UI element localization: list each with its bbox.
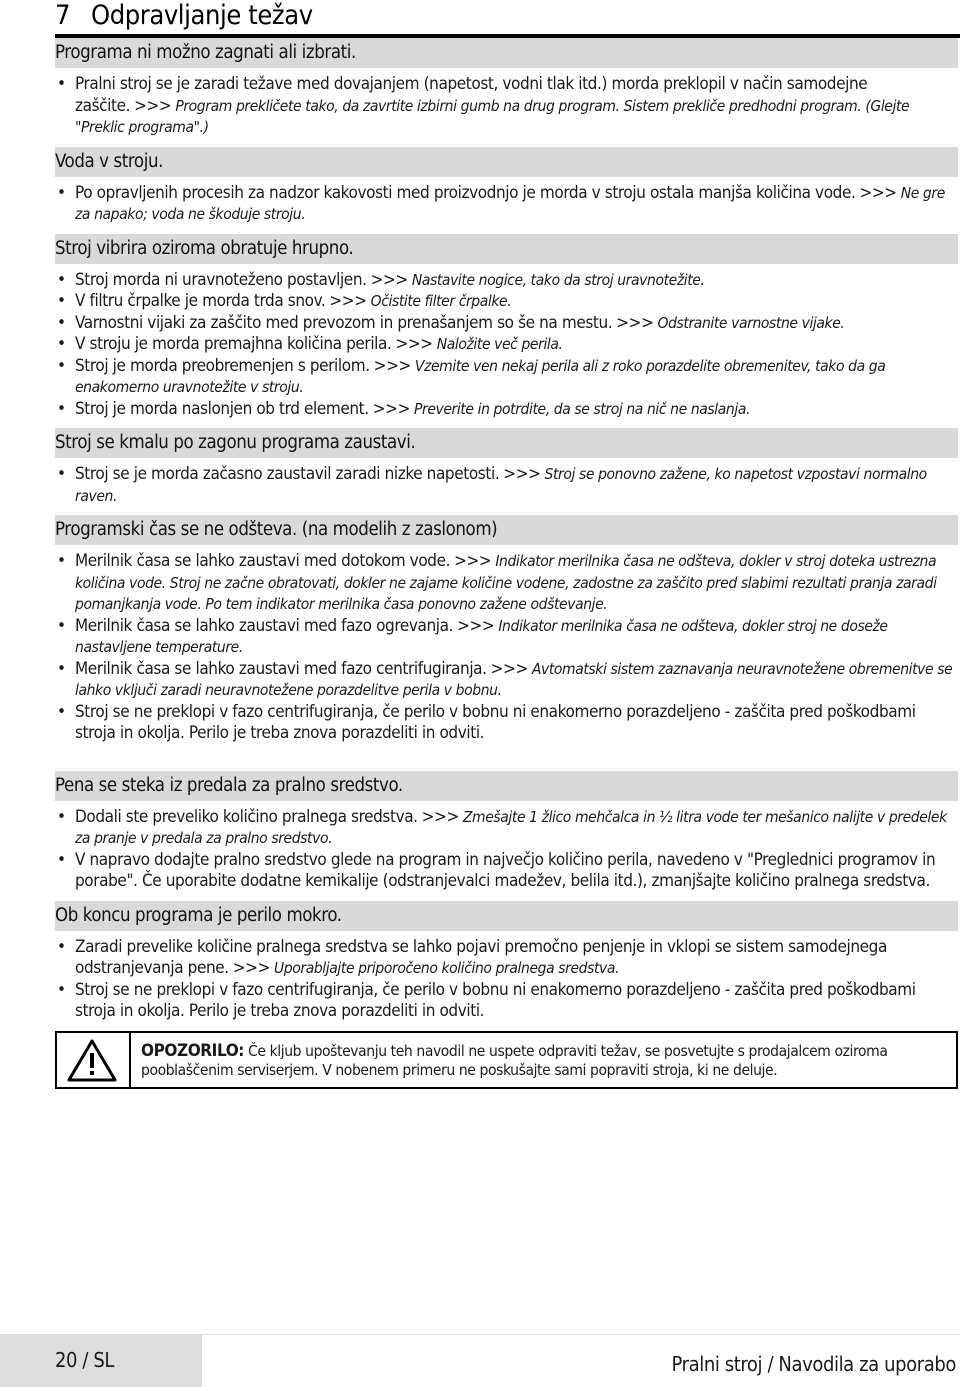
bullet: •: [57, 849, 66, 870]
solution-arrow: >>>: [859, 182, 897, 203]
problem-cause-text: Stroj se je morda začasno zaustavil zaradi nizke napetosti.: [75, 464, 500, 484]
solution-text: Naložite več perila.: [436, 335, 563, 353]
list-item: [55, 270, 958, 292]
list-item: [55, 702, 958, 745]
problem-cause-text: Zaradi prevelike količine pralnega sredstva se lahko pojavi premočno penjenje in vklopi se sistem samodejnega odstranjevanja pene.: [75, 936, 887, 978]
solution-text: Indikator merilnika časa ne odšteva, dokler stroj ne doseže nastavljene temperature.: [75, 616, 888, 656]
solution-text: Indikator merilnika časa ne odšteva, dokler v stroj doteka ustrezna količina vode. Stroj ne začne obratovati, dokler ne zajame količine vodene, zadostne za zaščito pred slabimi rezultati pranja zaradi pomanjkanja vode. Po tem indikator merilnika časa ponovno zažene odštevanje.: [75, 552, 937, 613]
solution-text: Nastavite nogice, tako da stroj uravnotežite.: [411, 270, 705, 289]
problem-cause-text: Varnostni vijaki za zaščito med prevozom in prenašanjem so še na mestu.: [75, 312, 613, 333]
section-list: [55, 74, 958, 139]
list-item: [55, 937, 958, 980]
problem-cause-text: V filtru črpalke je morda trda snov.: [75, 291, 326, 311]
solution-arrow: >>>: [395, 334, 433, 354]
footer-page-box: [0, 1334, 202, 1387]
solution-arrow: >>>: [457, 615, 495, 636]
solution-arrow: >>>: [490, 658, 528, 679]
bullet: •: [57, 701, 66, 722]
problem-cause-text: Stroj se ne preklopi v fazo centrifugiranja, če perilo v bobnu ni enakomerno porazdeljeno - zaščita pred poškodbami stroja in okolja. Perilo je treba znova porazdeliti in odviti.: [75, 979, 916, 1021]
bullet: •: [57, 334, 66, 354]
list-item: [55, 464, 958, 507]
problem-cause-text: Merilnik časa se lahko zaustavi med fazo ogrevanja.: [75, 615, 454, 636]
section-heading: Ob koncu programa je perilo mokro.: [55, 901, 958, 931]
troubleshooting-content: [55, 38, 958, 1031]
solution-text: Vzemite ven nekaj perila ali z roko porazdelite obremenitev, tako da ga enakomerno uravnotežite v stroju.: [75, 356, 886, 396]
section-heading: Voda v stroju.: [55, 147, 958, 177]
list-item: [55, 807, 958, 850]
section-heading: Stroj se kmalu po zagonu programa zaustavi.: [55, 428, 958, 458]
bullet: •: [57, 355, 66, 376]
section-heading: Pena se steka iz predala za pralno sredstvo.: [55, 771, 958, 801]
bullet: •: [57, 312, 66, 333]
bullet: •: [57, 979, 66, 1000]
footer-divider: [202, 1334, 960, 1335]
spacer: [55, 753, 958, 771]
bullet: •: [57, 551, 66, 571]
list-item: [55, 551, 958, 616]
warning-divider: [129, 1033, 131, 1087]
solution-text: Preverite in potrdite, da se stroj na nič ne naslanja.: [413, 399, 750, 418]
list-item: [55, 616, 958, 659]
section-list: [55, 183, 958, 226]
problem-cause-text: Merilnik časa se lahko zaustavi med fazo centrifugiranja.: [75, 658, 487, 679]
section-heading: Stroj vibrira oziroma obratuje hrupno.: [55, 234, 958, 264]
warning-triangle-icon: [67, 1038, 117, 1082]
solution-arrow: >>>: [232, 958, 270, 978]
solution-arrow: >>>: [454, 551, 492, 571]
problem-cause-text: Dodali ste preveliko količino pralnega sredstva.: [75, 806, 418, 827]
warning-box: [55, 1031, 958, 1089]
list-item: [55, 313, 958, 335]
list-item: [55, 356, 958, 399]
list-item: [55, 399, 958, 421]
list-item: [55, 980, 958, 1023]
solution-text: Zmešajte 1 žlico mehčalca in ½ litra vode ter mešanico nalijte v predelek za pranje v predala za pralno sredstvo.: [75, 807, 947, 847]
list-item: [55, 659, 958, 702]
section-list: [55, 551, 958, 745]
bullet: •: [57, 806, 66, 827]
section-list: [55, 270, 958, 421]
bullet: •: [57, 182, 66, 203]
solution-text: Uporabljajte priporočeno količino pralnega sredstva.: [273, 959, 620, 977]
solution-text: Stroj se ponovno zažene, ko napetost vzpostavi normalno raven.: [75, 465, 927, 505]
section-heading: Programski čas se ne odšteva. (na modelih z zaslonom): [55, 515, 958, 545]
solution-text: Odstranite varnostne vijake.: [657, 313, 845, 332]
chapter-number: 7: [55, 0, 71, 31]
warning-text: [141, 1042, 946, 1080]
chapter-title: Odpravljanje težav: [91, 0, 313, 31]
solution-arrow: >>>: [370, 269, 408, 290]
problem-cause-text: Pralni stroj se je zaradi težave med dovajanjem (napetost, vodni tlak itd.) morda preklopil v način samodejne zaščite.: [75, 74, 868, 116]
section-list: [55, 937, 958, 1023]
problem-cause-text: Merilnik časa se lahko zaustavi med dotokom vode.: [75, 551, 451, 571]
bullet: •: [57, 291, 66, 311]
list-item: [55, 74, 958, 139]
problem-cause-text: V napravo dodajte pralno sredstvo glede na program in največjo količino perila, navedeno v "Preglednici programov in porabe". Če uporabite dodatne kemikalije (odstranjevalci madežev, belila itd.), zmanjšajte količino pralnega sredstva.: [75, 849, 936, 891]
solution-arrow: >>>: [134, 95, 172, 116]
list-item: [55, 334, 958, 356]
solution-arrow: >>>: [373, 355, 411, 376]
list-item: [55, 850, 958, 893]
bullet: •: [57, 464, 66, 484]
solution-text: Očistite filter črpalke.: [370, 292, 512, 310]
list-item: [55, 291, 958, 313]
warning-message: Če kljub upoštevanju teh navodil ne uspete odpraviti težav, se posvetujte s prodajalcem oziroma pooblaščenim serviserjem. V nobenem primeru ne poskušajte sami popraviti stroja, ki ne deluje.: [141, 1042, 888, 1079]
footer-doc-title: Pralni stroj / Navodila za uporabo: [671, 1352, 956, 1376]
section-list: [55, 464, 958, 507]
page-number: 20 / SL: [55, 1348, 115, 1372]
problem-cause-text: V stroju je morda premajhna količina perila.: [75, 334, 392, 354]
solution-arrow: >>>: [329, 291, 367, 311]
problem-cause-text: Stroj se ne preklopi v fazo centrifugiranja, če perilo v bobnu ni enakomerno porazdeljeno - zaščita pred poškodbami stroja in okolja. Perilo je treba znova porazdeliti in odviti.: [75, 701, 916, 743]
problem-cause-text: Po opravljenih procesih za nadzor kakovosti med proizvodnjo je morda v stroju ostala manjša količina vode.: [75, 182, 856, 203]
solution-arrow: >>>: [503, 464, 541, 484]
bullet: •: [57, 936, 66, 957]
section-list: [55, 807, 958, 893]
solution-text: Ne gre za napako; voda ne škoduje stroju.: [75, 183, 945, 223]
page-header: [55, 0, 960, 38]
solution-text: Program prekličete tako, da zavrtite izbirni gumb na drug program. Sistem prekliče predhodni program. (Glejte "Preklic programa".): [75, 96, 910, 136]
list-item: [55, 183, 958, 226]
bullet: •: [57, 74, 66, 94]
problem-cause-text: Stroj je morda naslonjen ob trd element.: [75, 398, 369, 419]
bullet: •: [57, 615, 66, 636]
bullet: •: [57, 658, 66, 679]
problem-cause-text: Stroj morda ni uravnoteženo postavljen.: [75, 269, 367, 290]
section-heading: Programa ni možno zagnati ali izbrati.: [55, 38, 958, 68]
problem-cause-text: Stroj je morda preobremenjen s perilom.: [75, 355, 370, 376]
bullet: •: [57, 398, 66, 419]
solution-arrow: >>>: [421, 806, 459, 827]
bullet: •: [57, 269, 66, 290]
solution-text: Avtomatski sistem zaznavanja neuravnotežene obremenitve se lahko vključi zaradi neuravnotežene porazdelitve perila v bobnu.: [75, 659, 953, 699]
solution-arrow: >>>: [372, 398, 410, 419]
solution-arrow: >>>: [616, 312, 654, 333]
warning-label: OPOZORILO:: [141, 1041, 245, 1061]
